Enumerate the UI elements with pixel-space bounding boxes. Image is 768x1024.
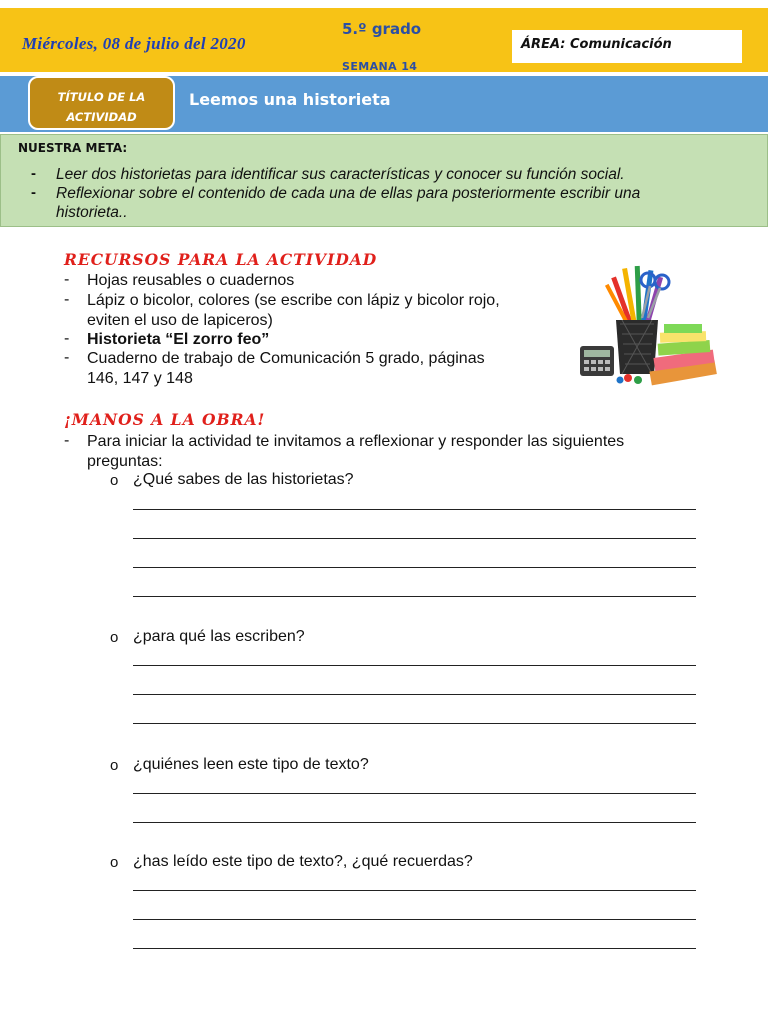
answer-line[interactable] [133, 793, 696, 794]
school-supplies-illustration [576, 262, 726, 394]
resource-item-1: Hojas reusables o cuadernos [87, 272, 295, 289]
grade-text: 5.º grado [342, 20, 422, 38]
answer-line[interactable] [133, 890, 696, 891]
answer-line[interactable] [133, 723, 696, 724]
resource-bullet-3: - [64, 330, 70, 347]
question-bullet-3: o [110, 757, 119, 774]
resource-item-2: Lápiz o bicolor, colores (se escribe con lápiz y bicolor rojo, [87, 292, 500, 309]
date-text: Miércoles, 08 de julio del 2020 [22, 34, 246, 53]
week-text: SEMANA 14 [342, 60, 418, 73]
activity-title-label-line2: ACTIVIDAD [66, 110, 137, 124]
answer-line[interactable] [133, 567, 696, 568]
goal-item-2-cont: historieta.. [56, 204, 128, 221]
resource-bullet-1: - [64, 271, 70, 288]
work-bullet: - [64, 432, 70, 449]
activity-title: Leemos una historieta [189, 90, 391, 109]
question-1: ¿Qué sabes de las historietas? [133, 471, 354, 488]
work-intro-line1: Para iniciar la actividad te invitamos a reflexionar y responder las siguientes [87, 433, 625, 450]
question-bullet-4: o [110, 854, 119, 871]
goal-item-2: Reflexionar sobre el contenido de cada una de ellas para posteriormente escribir una [56, 185, 641, 202]
answer-line[interactable] [133, 948, 696, 949]
question-bullet-2: o [110, 629, 119, 646]
resource-item-3: Historieta “El zorro feo” [87, 331, 270, 348]
goal-item-1: Leer dos historietas para identificar sus características y conocer su función social. [56, 166, 625, 183]
work-intro-line2: preguntas: [87, 453, 163, 470]
resource-item-4-cont: 146, 147 y 148 [87, 370, 193, 387]
goal-bullet-2: - [31, 184, 36, 201]
goal-heading: NUESTRA META: [18, 141, 128, 155]
resource-bullet-2: - [64, 291, 70, 308]
goal-bullet-1: - [31, 165, 36, 182]
question-bullet-1: o [110, 472, 119, 489]
question-3: ¿quiénes leen este tipo de texto? [133, 756, 369, 773]
question-2: ¿para qué las escriben? [133, 628, 305, 645]
resources-heading: RECURSOS PARA LA ACTIVIDAD [64, 250, 378, 269]
answer-line[interactable] [133, 822, 696, 823]
resource-item-4: Cuaderno de trabajo de Comunicación 5 grado, páginas [87, 350, 485, 367]
activity-title-label-text [30, 87, 173, 127]
activity-title-label [28, 76, 175, 130]
resource-bullet-4: - [64, 349, 70, 366]
work-heading: ¡MANOS A LA OBRA! [64, 410, 266, 429]
answer-line[interactable] [133, 694, 696, 695]
resource-item-2-cont: eviten el uso de lapiceros) [87, 312, 273, 329]
activity-title-label-line1: TÍTULO DE LA [57, 90, 146, 104]
answer-line[interactable] [133, 538, 696, 539]
answer-line[interactable] [133, 919, 696, 920]
question-4: ¿has leído este tipo de texto?, ¿qué recuerdas? [133, 853, 473, 870]
answer-line[interactable] [133, 509, 696, 510]
answer-line[interactable] [133, 596, 696, 597]
area-text: ÁREA: Comunicación [521, 37, 672, 52]
answer-line[interactable] [133, 665, 696, 666]
